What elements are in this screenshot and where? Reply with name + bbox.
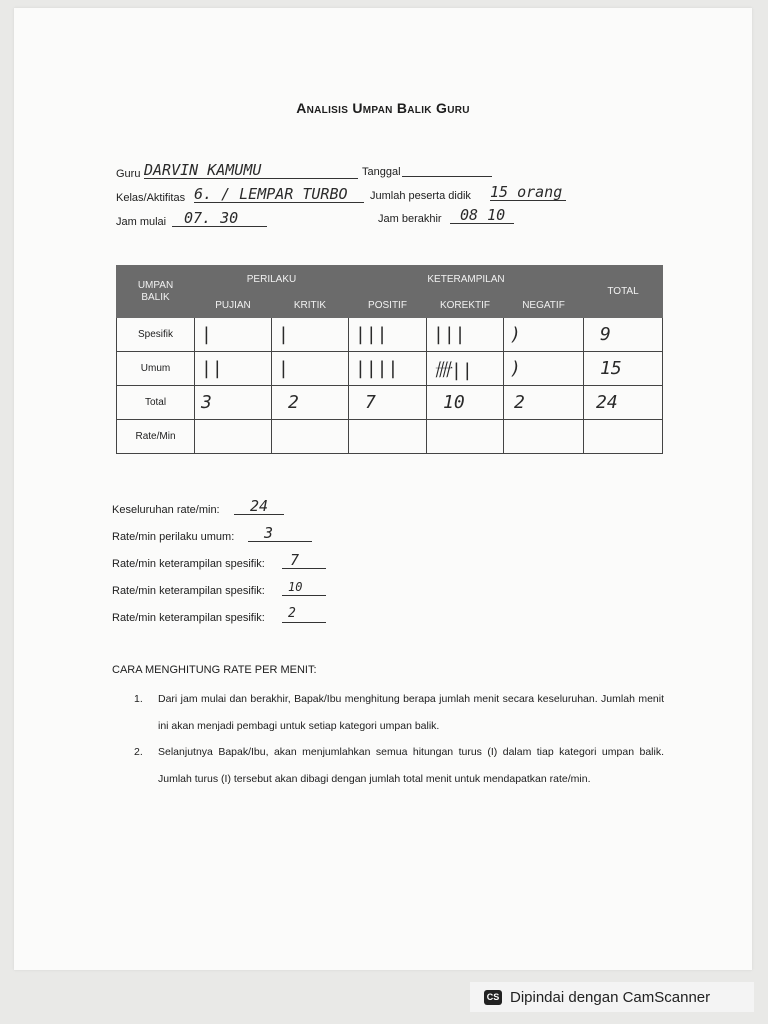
korektif-header: KOREKTIF [427,293,504,318]
tanggal-label: Tanggal [362,166,401,178]
table-row [117,318,663,352]
row-label: Spesifik [117,318,195,352]
row-label: Total [117,386,195,420]
howto-step-2 [134,739,664,793]
row-label: Umum [117,352,195,386]
cell [504,420,584,454]
guru-label: Guru [116,168,141,180]
cell: || [195,352,272,386]
rate-label-perilaku-umum: Rate/min perilaku umum: [112,531,235,543]
jam-berakhir-value: 08 10 [450,207,514,224]
cell: 9 [584,318,663,352]
positif-header: POSITIF [349,293,427,318]
table-row [117,420,663,454]
keterampilan-header: KETERAMPILAN [349,266,584,293]
kelas-label: Kelas/Aktifitas [116,192,186,204]
guru-value: DARVIN KAMUMU [144,162,358,179]
cell: 24 [584,386,663,420]
jam-mulai-value: 07. 30 [172,210,267,227]
cell: 2 [272,386,349,420]
rate-value-overall: 24 [234,498,284,515]
cell: ) [504,352,584,386]
cell: ||| [427,318,504,352]
pujian-header: PUJIAN [195,293,272,318]
camscanner-badge [470,982,754,1012]
step-text: Selanjutnya Bapak/Ibu, akan menjumlahkan semua hitungan turus (I) dalam tiap kategori umpan balik. Jumlah turus (I) tersebut akan dibagi dengan jumlah total menit untuk mendapatkan rate/min. [158,746,664,785]
jam-mulai-label: Jam mulai [116,216,167,228]
document-sheet [14,8,752,970]
negatif-header: NEGATIF [504,293,584,318]
cell: 7 [349,386,427,420]
howto-step-1 [134,686,664,740]
camscanner-label: Dipindai dengan CamScanner [510,988,711,1006]
step-number: 1. [134,693,143,705]
rate-label-overall: Keseluruhan rate/min: [112,504,220,516]
umpan-balik-header: UMPAN BALIK [117,266,195,318]
feedback-table [116,265,663,454]
rate-label-keterampilan-1: Rate/min keterampilan spesifik: [112,558,265,570]
rate-value-keterampilan-3: 2 [282,606,326,623]
kritik-header: KRITIK [272,293,349,318]
page-title: Analisis Umpan Balik Guru [296,100,470,116]
step-number: 2. [134,746,143,758]
rate-value-keterampilan-2: 10 [282,579,326,596]
cell: 10 [427,386,504,420]
cell: 卌|| [427,352,504,386]
rate-label-keterampilan-2: Rate/min keterampilan spesifik: [112,585,265,597]
jam-berakhir-label: Jam berakhir [378,213,442,225]
cell: |||| [349,352,427,386]
row-label: Rate/Min [117,420,195,454]
cell: 2 [504,386,584,420]
cell [584,420,663,454]
cell: 15 [584,352,663,386]
cell: 3 [195,386,272,420]
rate-label-keterampilan-3: Rate/min keterampilan spesifik: [112,612,265,624]
total-header: TOTAL [584,266,663,318]
cell: | [195,318,272,352]
camscanner-icon: CS [484,990,502,1005]
rate-value-perilaku-umum: 3 [248,525,312,542]
cell [195,420,272,454]
cell: | [272,352,349,386]
cell: | [272,318,349,352]
table-row [117,352,663,386]
jumlah-label: Jumlah peserta didik [370,190,471,202]
kelas-value: 6. / LEMPAR TURBO [194,186,364,203]
cell: ) [504,318,584,352]
jumlah-value: 15 orang [490,184,566,201]
step-text: Dari jam mulai dan berakhir, Bapak/Ibu menghitung berapa jumlah menit secara keseluruhan. Jumlah menit ini akan menjadi pembagi untuk setiap kategori umpan balik. [158,693,664,732]
cell [272,420,349,454]
rate-value-keterampilan-1: 7 [282,552,326,569]
cell: ||| [349,318,427,352]
cell [349,420,427,454]
cell [427,420,504,454]
perilaku-header: PERILAKU [195,266,349,293]
tanggal-value [402,160,492,177]
howto-heading: CARA MENGHITUNG RATE PER MENIT: [112,664,317,676]
table-row [117,386,663,420]
